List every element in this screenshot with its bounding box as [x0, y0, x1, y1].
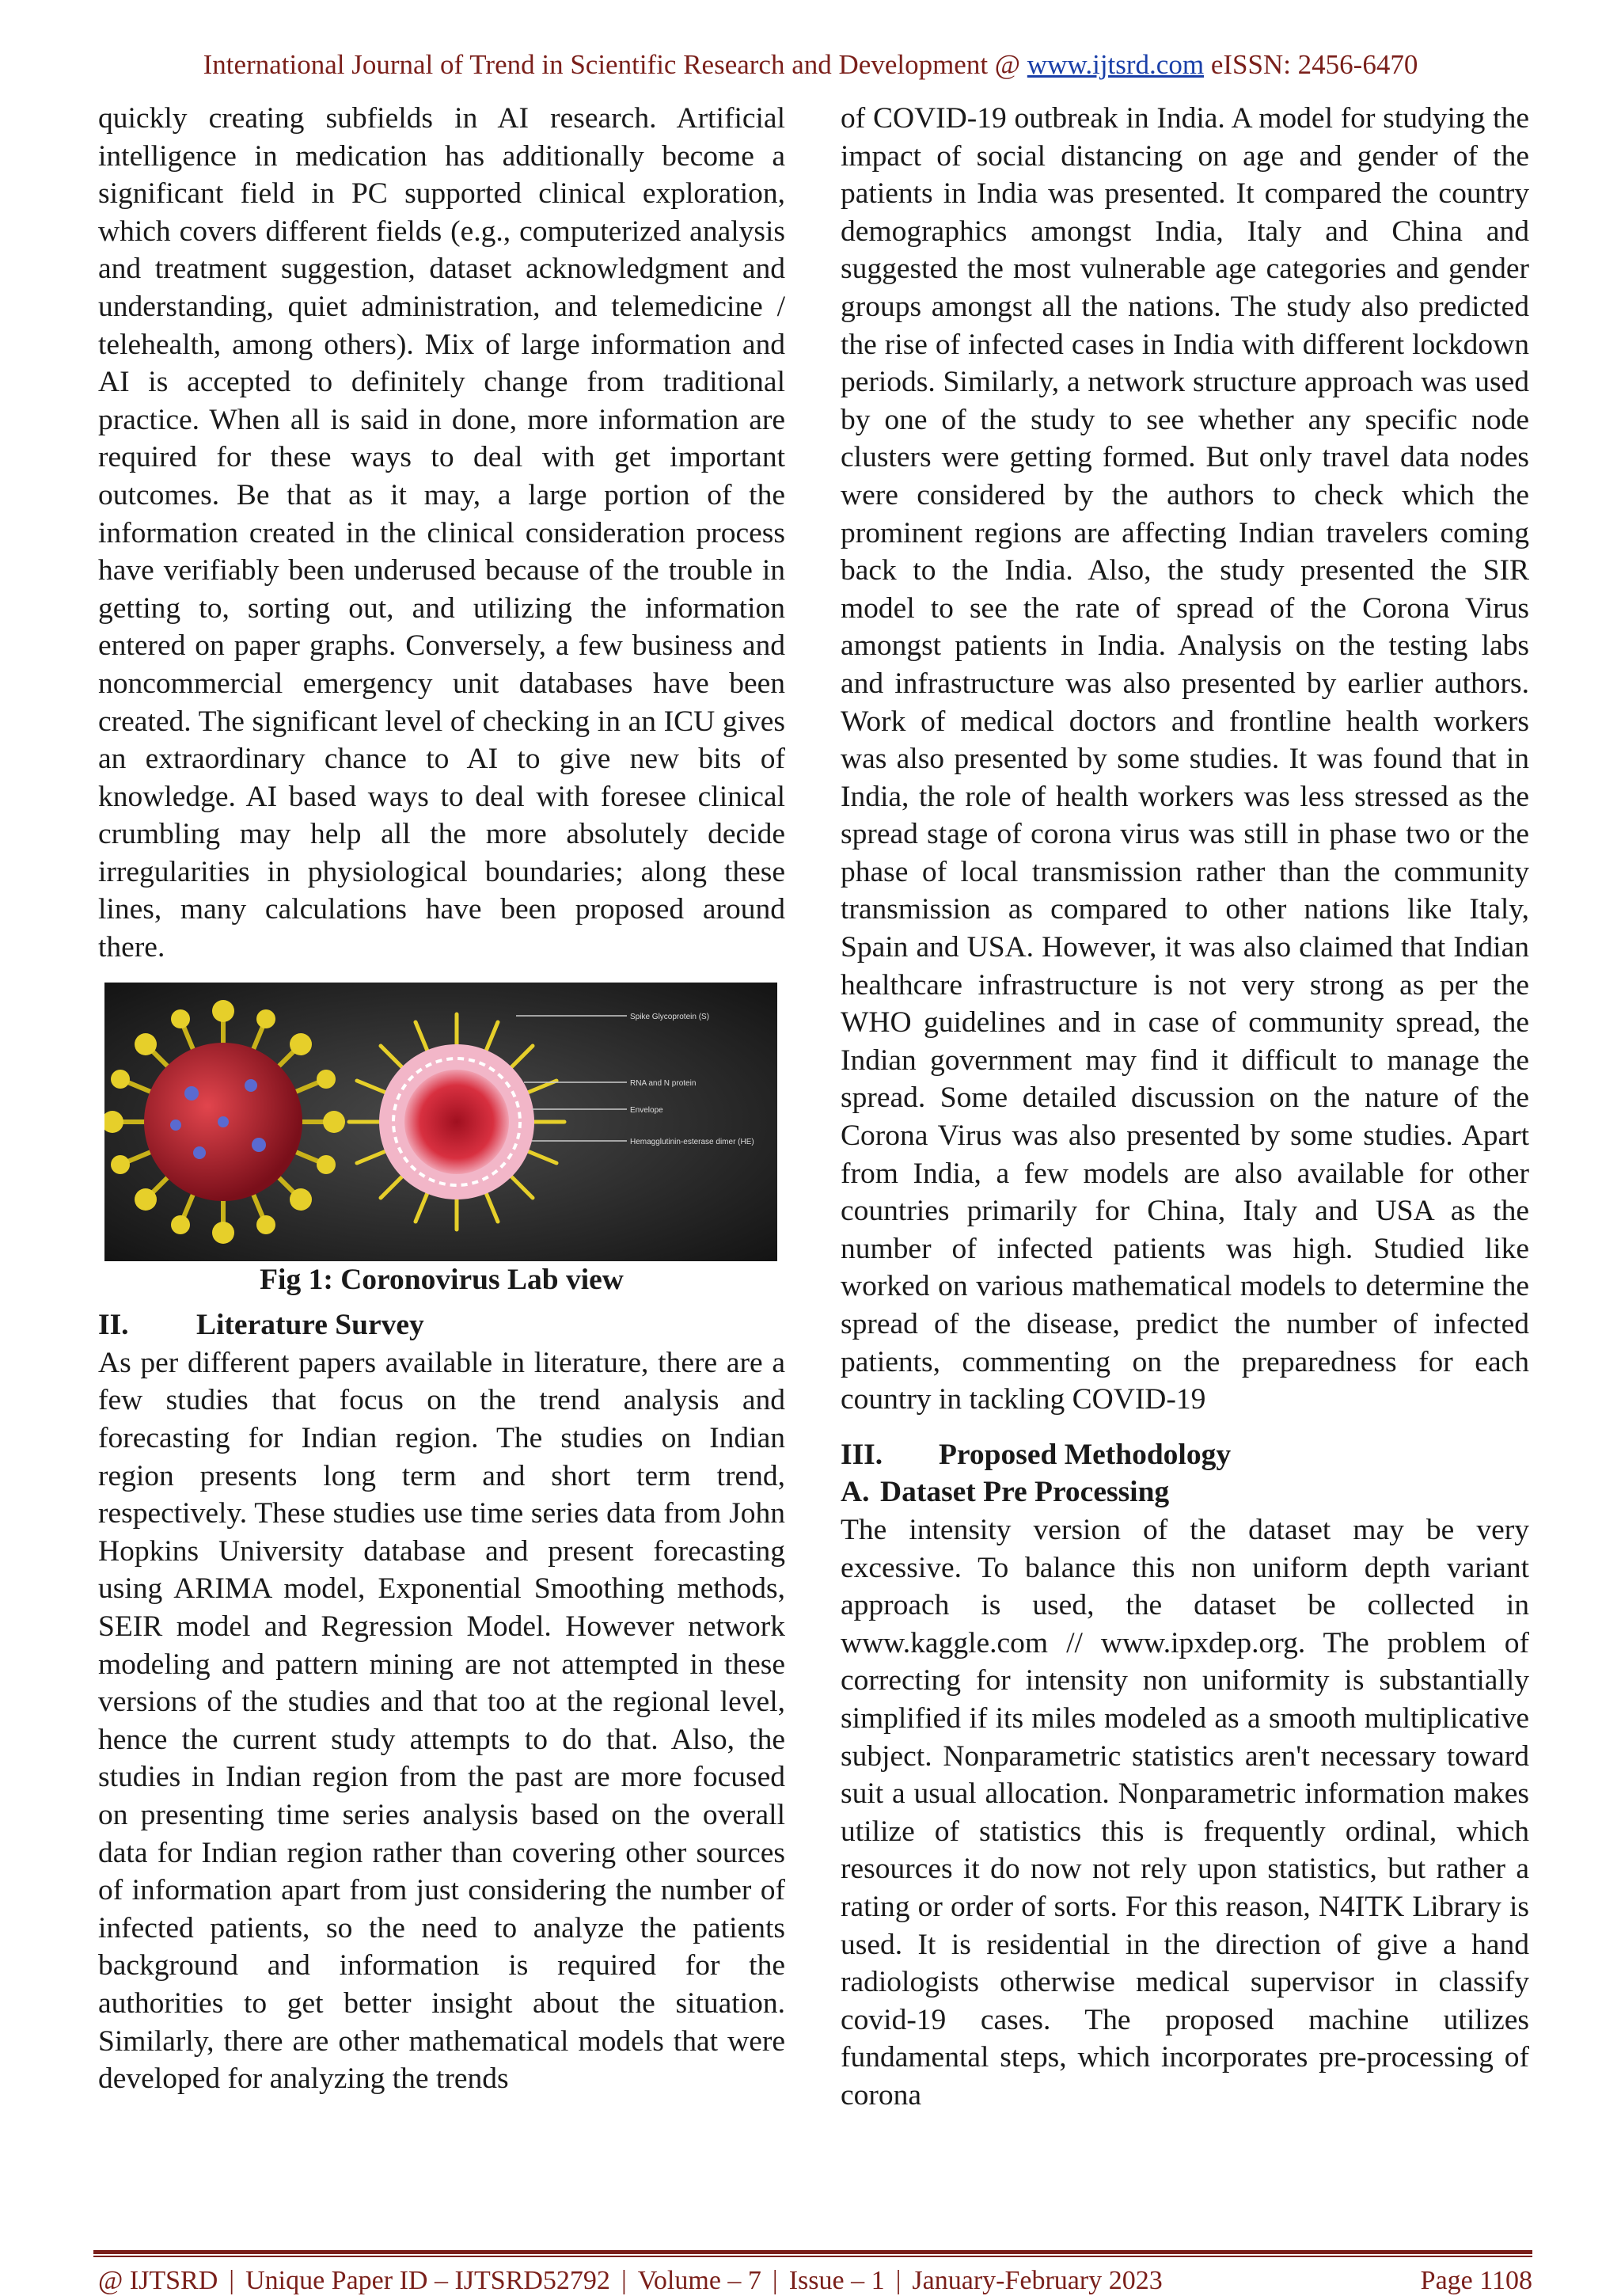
- footer-issue: Issue – 1: [788, 2266, 885, 2295]
- literature-survey-paragraph: As per different papers available in literature, there are a few studies that focus on the trend analysis and forecasting for Indian region. The studies on Indian region presents long term and short term trend, respectively. These studies use time series data from John Hopkins University database and present forecasting using ARIMA model, Exponential Smoothing methods, SEIR model and Regression Model. However network modeling and pattern mining are not attempted in these versions of the studies and that too at the regional level, hence the current study attempts to do that. Also, the studies in Indian region from the past are more focused on presenting time series analysis based on the overall data for Indian region rather than covering other sources of information apart from just considering the number of infected patients, so the need to analyze the patients background and information is required for the authorities to get better insight about the situation. Similarly, there are other mathematical models that were developed for analyzing the trends: [98, 1346, 785, 2096]
- dataset-preprocessing-paragraph: The intensity version of the dataset may be very excessive. To balance this non uniform depth variant approach is used, the dataset be collected in www.kaggle.com // www.ipxdep.org. The problem of correcting for intensity non uniformity is substantially simplified if its miles modeled as a smooth multiplicative subject. Nonparametric statistics aren't necessary toward suit a usual allocation. Nonparametric information makes utilize of statistics this is frequently ordinal, which resources it do now not rely upon statistics, but rather a rating or order of sorts. For this reason, N4ITK Library is used. It is residential in the direction of give a hand radiologists otherwise medical supervisor in classify covid-19 cases. The proposed machine utilizes fundamental steps, which incorporates pre-processing of corona: [841, 1513, 1529, 2112]
- continuation-paragraph: of COVID-19 outbreak in India. A model for studying the impact of social distancing on age and gender of the patients in India was presented. It compared the country demographics amongst India, Italy and China and suggested the most vulnerable age categories and gender groups amongst all the nations. The study also predicted the rise of infected cases in India with different lockdown periods. Similarly, a network structure approach was used by one of the study to see whether any specific node clusters were getting formed. But only travel data nodes were considered by the authors to check which the prominent regions are affecting Indian travelers coming back to the India. Also, the study presented the SIR model to see the rate of spread of the Corona Virus amongst patients in India. Analysis on the testing labs and infrastructure was also presented by earlier authors. Work of medical doctors and frontline health workers was also presented by some studies. It was found that in India, the role of health workers was less stressed as the spread stage of corona virus was still in phase two or the phase of local transmission rather than the community transmission as compared to other nations like Italy, Spain and USA. However, it was also claimed that Indian healthcare infrastructure is not very strong as per the WHO guidelines and in case of community spread, the Indian government may find it difficult to manage the spread. Some detailed discussion on the nature of the Corona Virus was also presented by some studies. Apart from India, a few models are also available for other countries primarily for China, Italy and USA as the number of infected patients was high. Studied like worked on various mathematical models to determine the spread of the disease, predict the number of infected patients, commenting on the preparedness for each country in tackling COVID-19: [841, 102, 1529, 1416]
- coronavirus-illustration: [104, 983, 777, 1261]
- journal-url-link[interactable]: www.ijtsrd.com: [1027, 49, 1205, 80]
- footer-journal: @ IJTSRD: [98, 2266, 218, 2295]
- section-heading-proposed-methodology: [841, 1436, 1529, 1474]
- left-column: [98, 100, 785, 2098]
- section-heading-literature-survey: [98, 1306, 785, 1344]
- footer-volume: Volume – 7: [637, 2266, 761, 2295]
- label-rna-n-protein: RNA and N protein: [630, 1078, 697, 1088]
- footer-divider: [93, 2250, 1532, 2254]
- subsection-title: Dataset Pre Processing: [880, 1476, 1170, 1509]
- page-footer: @ IJTSRD | Unique Paper ID – IJTSRD52792 | Volume – 7 | Issue – 1 | January-February 2023 Page 1108: [98, 2266, 1532, 2295]
- virus-cross-section-icon: [349, 1014, 564, 1230]
- label-envelope: Envelope: [630, 1105, 663, 1115]
- journal-title: International Journal of Trend in Scientific Research and Development @: [203, 49, 1021, 80]
- right-column: [841, 100, 1529, 2114]
- section-number: II.: [98, 1309, 129, 1342]
- section-number: III.: [841, 1438, 883, 1471]
- section-title: Literature Survey: [196, 1309, 424, 1342]
- footer-date: January-February 2023: [912, 2266, 1163, 2295]
- footer-divider-thin: [93, 2256, 1532, 2257]
- journal-issn: eISSN: 2456-6470: [1210, 49, 1418, 80]
- subsection-number: A.: [841, 1476, 870, 1509]
- page-number: Page 1108: [1420, 2266, 1532, 2295]
- coronavirus-figure: [104, 983, 777, 1261]
- label-hemagglutinin: Hemagglutinin-esterase dimer (HE): [630, 1137, 754, 1146]
- page-header: [0, 49, 1621, 81]
- footer-paper-id: Unique Paper ID – IJTSRD52792: [245, 2266, 610, 2295]
- subsection-heading-dataset-preprocessing: [841, 1473, 1529, 1511]
- label-spike-glycoprotein: Spike Glycoprotein (S): [630, 1012, 710, 1021]
- section-title: Proposed Methodology: [939, 1438, 1232, 1471]
- figure-caption: Fig 1: Coronovirus Lab view: [260, 1263, 624, 1296]
- intro-paragraph: quickly creating subfields in AI research. Artificial intelligence in medication has additionally become a significant field in PC supported clinical exploration, which covers different fields (e.g., computerized analysis and treatment suggestion, dataset acknowledgment and understanding, quiet administration, and telemedicine / telehealth, among others). Mix of large information and AI is accepted to definitely change from traditional practice. When all is said in done, more information are required for these ways to deal with get important outcomes. Be that as it may, a large portion of the information created in the clinical consideration process have verifiably been underused because of the trouble in getting to, sorting out, and utilizing the information entered on paper graphs. Conversely, a few business and noncommercial emergency unit databases have been created. The significant level of checking in an ICU gives an extraordinary chance to AI to give new bits of knowledge. AI based ways to deal with foresee clinical crumbling may help all the more absolutely decide irregularities in physiological boundaries; along these lines, many calculations have been proposed around there.: [98, 102, 785, 964]
